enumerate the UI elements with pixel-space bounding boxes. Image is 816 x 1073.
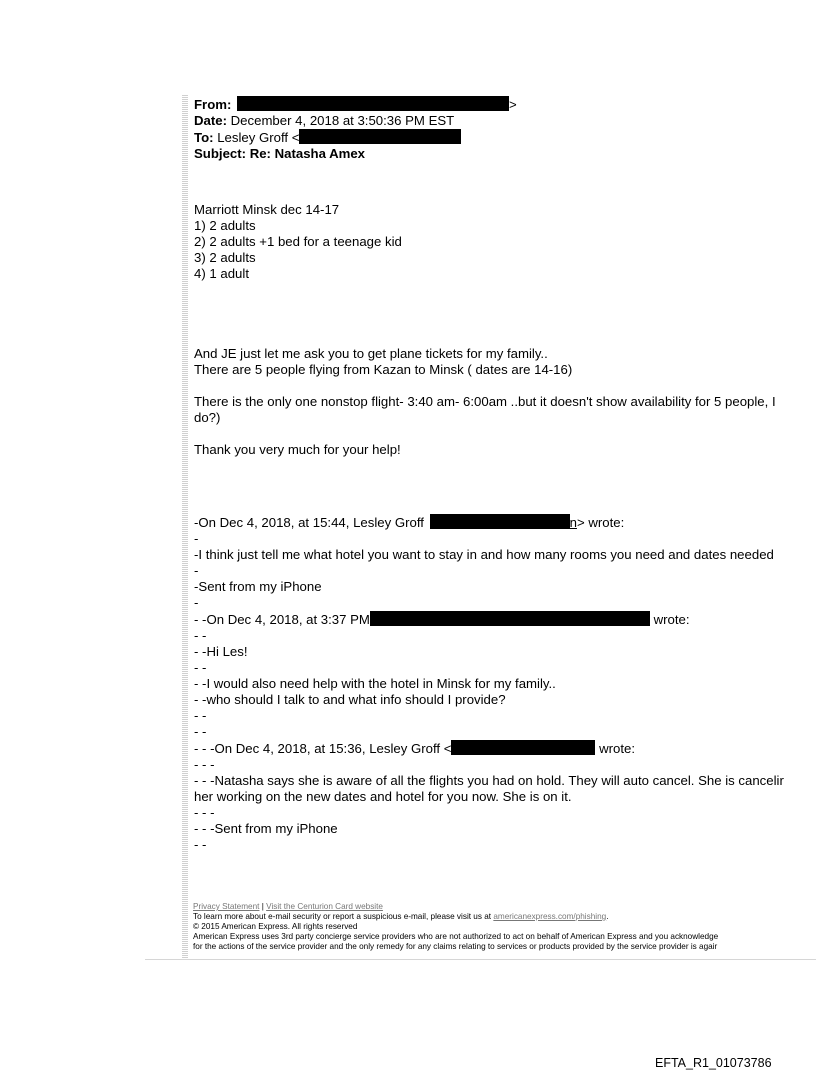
dash-line: - - -	[194, 757, 215, 772]
redaction-q2	[370, 611, 650, 626]
dash-line: - -	[194, 724, 207, 739]
quote-3-line-1: - - -Natasha says she is aware of all the flights you had on hold. They will auto cancel. She is cancelir	[194, 773, 784, 788]
redaction-q1	[430, 514, 570, 529]
dash-line: - -	[194, 628, 207, 643]
copyright: © 2015 American Express. All rights reserved	[193, 922, 358, 931]
subject-value: Re: Natasha Amex	[249, 146, 366, 161]
subject-label: Subject:	[194, 146, 247, 161]
quote-1-frag: n	[569, 515, 577, 530]
quote-bar	[182, 95, 188, 959]
from-line	[194, 96, 816, 113]
redaction-from	[237, 96, 509, 111]
security-notice-text: To learn more about e-mail security or report a suspicious e-mail, please visit us at	[193, 912, 494, 921]
thanks-line: Thank you very much for your help!	[194, 442, 401, 457]
email-content	[194, 96, 816, 853]
email-header	[194, 96, 816, 162]
room-4: 4) 1 adult	[194, 266, 249, 281]
quote-1-wrote: > wrote:	[576, 515, 625, 530]
quote-1-body: -I think just tell me what hotel you want to stay in and how many rooms you need and dates needed	[194, 547, 774, 562]
quote-3-intro: - - -On Dec 4, 2018, at 15:36, Lesley Groff <	[194, 741, 452, 756]
quote-2-line-1: - -I would also need help with the hotel in Minsk for my family..	[194, 676, 556, 691]
quote-2-line-2: - -who should I talk to and what info should I provide?	[194, 692, 506, 707]
footer-links	[193, 902, 816, 912]
to-label: To:	[194, 130, 214, 145]
date-label: Date:	[194, 113, 227, 128]
subject-line	[194, 146, 816, 162]
from-label: From:	[194, 97, 232, 112]
room-3: 3) 2 adults	[194, 250, 256, 265]
privacy-statement-link[interactable]: Privacy Statement	[193, 902, 260, 911]
quote-3-header	[194, 740, 816, 757]
security-notice-end: .	[606, 912, 609, 921]
centurion-website-link[interactable]: Visit the Centurion Card website	[266, 902, 383, 911]
phishing-link[interactable]: americanexpress.com/phishing	[493, 912, 607, 921]
date-line	[194, 113, 816, 129]
quote-1-header	[194, 514, 816, 531]
redaction-q3	[451, 740, 595, 755]
to-value: Lesley Groff <	[217, 130, 300, 145]
dash-line: -	[194, 531, 199, 546]
quote-2-header	[194, 611, 816, 628]
dash-line: -	[194, 595, 199, 610]
paragraph-1-line-2: There are 5 people flying from Kazan to Minsk ( dates are 14-16)	[194, 362, 573, 377]
disclaimer-line-1: American Express uses 3rd party concierge service providers who are not authorized to act on behalf of American Express and you acknowledge	[193, 932, 719, 941]
security-notice	[193, 912, 816, 922]
bates-number: EFTA_R1_01073786	[655, 1056, 772, 1070]
dash-line: - -	[194, 708, 207, 723]
quote-3-line-2: her working on the new dates and hotel for you now. She is on it.	[194, 789, 572, 804]
hotel-line: Marriott Minsk dec 14-17	[194, 202, 340, 217]
to-line	[194, 129, 816, 146]
quote-2-intro: - -On Dec 4, 2018, at 3:37 PM	[194, 612, 370, 627]
paragraph-2-line-1: There is the only one nonstop flight- 3:40 am- 6:00am ..but it doesn't show availability for 5 people, I	[194, 394, 776, 409]
quote-1-signature: -Sent from my iPhone	[194, 579, 322, 594]
quote-1-intro: -On Dec 4, 2018, at 15:44, Lesley Groff	[194, 515, 424, 530]
quote-2-greeting: - -Hi Les!	[194, 644, 248, 659]
date-value: December 4, 2018 at 3:50:36 PM EST	[230, 113, 455, 128]
dash-line: - -	[194, 837, 207, 852]
room-2: 2) 2 adults +1 bed for a teenage kid	[194, 234, 402, 249]
paragraph-1-line-1: And JE just let me ask you to get plane tickets for my family..	[194, 346, 548, 361]
paragraph-2-line-2: do?)	[194, 410, 221, 425]
quote-3-wrote: wrote:	[599, 741, 636, 756]
room-1: 1) 2 adults	[194, 218, 256, 233]
redaction-to	[299, 129, 461, 144]
email-footer	[193, 902, 816, 952]
dash-line: - - -	[194, 805, 215, 820]
link-separator: |	[259, 902, 267, 911]
quote-2-wrote: wrote:	[653, 612, 690, 627]
quote-3-signature: - - -Sent from my iPhone	[194, 821, 338, 836]
disclaimer-line-2: for the actions of the service provider and the only remedy for any claims relating to services or products provided by the service provider is agair	[193, 942, 718, 951]
from-value: >	[509, 97, 517, 112]
dash-line: - -	[194, 660, 207, 675]
dash-line: -	[194, 563, 199, 578]
